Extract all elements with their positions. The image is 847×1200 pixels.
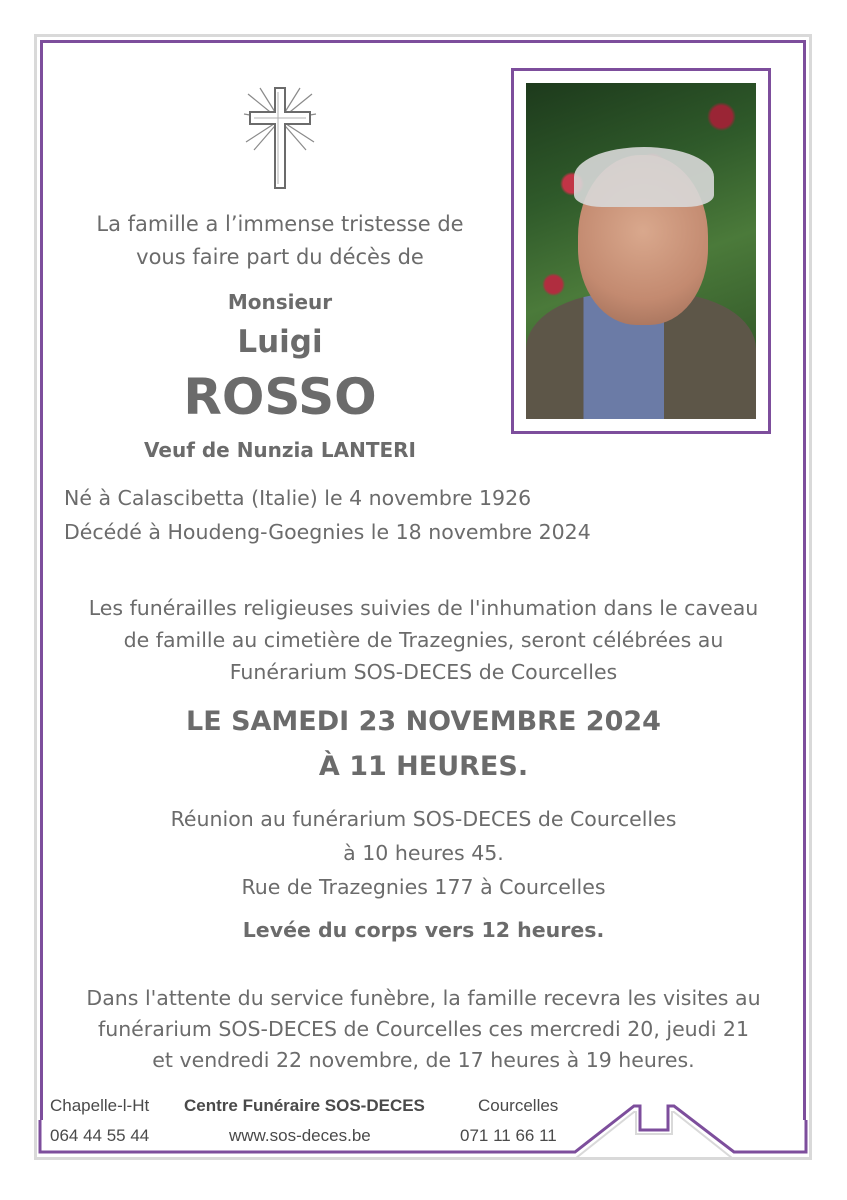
footer-website-link[interactable]: www.sos-deces.be [229, 1126, 371, 1145]
portrait-photo [526, 83, 756, 419]
ceremony-date: LE SAMEDI 23 NOVEMBRE 2024 [186, 706, 661, 737]
death-info: Décédé à Houdeng-Goegnies le 18 novembre 2024 [64, 520, 591, 544]
footer-left-place: Chapelle-l-Ht [50, 1096, 150, 1115]
ceremony-time: À 11 HEURES. [318, 751, 529, 782]
footer-right-place: Courcelles [478, 1096, 559, 1115]
meeting-info: Réunion au funérarium SOS-DECES de Courcelles à 10 heures 45. Rue de Trazegnies 177 à Courcelles [170, 807, 677, 899]
widow-of: Veuf de Nunzia LANTERI [144, 438, 416, 462]
visits-info: Dans l'attente du service funèbre, la famille recevra les visites au funérarium SOS-DECES de Courcelles ces mercredi 20, jeudi 21 et vendredi 22 novembre, de 17 heures à 19 heures. [86, 986, 761, 1072]
intro-text: La famille a l’immense tristesse de vous faire part du décès de [96, 212, 464, 269]
birth-info: Né à Calascibetta (Italie) le 4 novembre 1926 [64, 486, 532, 510]
footer-company-name: Centre Funéraire SOS-DECES [184, 1096, 425, 1115]
funeral-text: Les funérailles religieuses suivies de l'inhumation dans le caveau de famille au cimetière de Trazegnies, seront célébrées au Funérarium SOS-DECES de Courcelles [88, 596, 759, 684]
footer-left-phone: 064 44 55 44 [50, 1126, 150, 1145]
radiant-cross-icon [240, 84, 320, 194]
levee-info: Levée du corps vers 12 heures. [242, 918, 605, 942]
last-name: ROSSO [183, 368, 377, 426]
footer-right-phone: 071 11 66 11 [460, 1126, 557, 1145]
first-name: Luigi [237, 324, 323, 360]
civility: Monsieur [227, 290, 333, 314]
portrait-frame [511, 68, 771, 434]
